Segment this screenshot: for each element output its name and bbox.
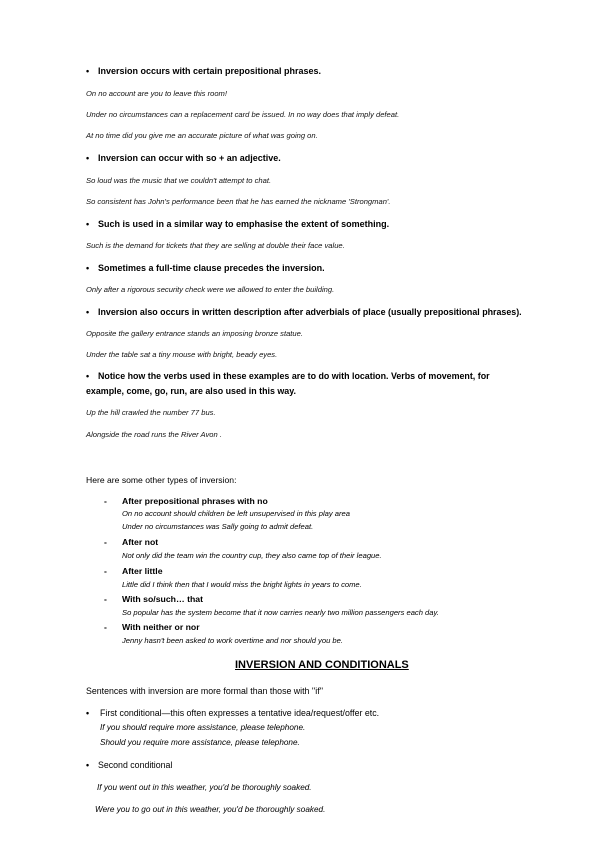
- example-line: At no time did you give me an accurate picture of what was going on.: [86, 131, 318, 140]
- bullet-dot-icon: •: [86, 760, 90, 770]
- bullet-item-first-conditional: [86, 708, 379, 718]
- bullet-text: Such is used in a similar way to emphasise the extent of something.: [98, 219, 390, 229]
- dash-icon: -: [104, 537, 107, 547]
- example-line: So consistent has John's performance been that he has earned the nickname 'Strongman'.: [86, 197, 391, 206]
- example-line: So popular has the system become that it now carries nearly two million passengers each day.: [122, 608, 439, 617]
- list-item-prepositional-no: [104, 496, 268, 506]
- list-item-title: After little: [122, 566, 163, 576]
- bullet-item-verbs-of-movement: [86, 371, 490, 381]
- bullet-dot-icon: •: [86, 708, 90, 718]
- example-line: Were you to go out in this weather, you'd be thoroughly soaked.: [95, 805, 326, 814]
- example-line: On no account are you to leave this room!: [86, 89, 227, 98]
- bullet-text: Notice how the verbs used in these examples are to do with location. Verbs of movement, for: [98, 371, 490, 381]
- list-item-after-little: [104, 566, 163, 576]
- list-item-so-such-that: [104, 594, 203, 604]
- bullet-dot-icon: •: [86, 153, 90, 163]
- example-line: Should you require more assistance, please telephone.: [100, 738, 300, 747]
- list-item-title: With neither or nor: [122, 622, 200, 632]
- dash-icon: -: [104, 594, 107, 604]
- dash-icon: -: [104, 622, 107, 632]
- bullet-dot-icon: •: [86, 371, 90, 381]
- example-line: If you went out in this weather, you'd be thoroughly soaked.: [97, 783, 312, 792]
- bullet-item-such: [86, 219, 389, 229]
- example-line: Under no circumstances can a replacement card be issued. In no way does that imply defeat.: [86, 110, 400, 119]
- bullet-item-adverbials-of-place: [86, 307, 522, 317]
- bullet-text: Second conditional: [98, 760, 173, 770]
- list-item-title: After not: [122, 537, 159, 547]
- section-heading: INVERSION AND CONDITIONALS: [235, 659, 409, 671]
- example-line: Opposite the gallery entrance stands an imposing bronze statue.: [86, 329, 303, 338]
- example-line: Little did I think then that I would miss the bright lights in years to come.: [122, 580, 362, 589]
- example-line: If you should require more assistance, please telephone.: [100, 723, 306, 732]
- bullet-item-prepositional-phrases: [86, 66, 321, 76]
- list-item-title: After prepositional phrases with no: [122, 496, 268, 506]
- example-line: Such is the demand for tickets that they are selling at double their face value.: [86, 241, 345, 250]
- bullet-dot-icon: •: [86, 219, 90, 229]
- bullet-dot-icon: •: [86, 66, 90, 76]
- example-line: Only after a rigorous security check were we allowed to enter the building.: [86, 285, 335, 294]
- bullet-dot-icon: •: [86, 307, 90, 317]
- bullet-item-second-conditional: [86, 760, 172, 770]
- bullet-text: Inversion can occur with so + an adjective.: [98, 153, 281, 163]
- section-intro: Here are some other types of inversion:: [86, 475, 237, 485]
- example-line: Under the table sat a tiny mouse with bright, beady eyes.: [86, 350, 278, 359]
- example-line: On no account should children be left unsupervised in this play area: [122, 509, 350, 518]
- example-line: Not only did the team win the country cup, they also came top of their league.: [122, 551, 382, 560]
- bullet-item-time-clause: [86, 263, 325, 273]
- list-item-title: With so/such… that: [122, 594, 204, 604]
- dash-icon: -: [104, 496, 107, 506]
- example-line: Alongside the road runs the River Avon .: [86, 430, 222, 439]
- bullet-text: Inversion occurs with certain prepositional phrases.: [98, 66, 322, 76]
- example-line: Up the hill crawled the number 77 bus.: [86, 408, 216, 417]
- list-item-neither-nor: [104, 622, 200, 632]
- list-item-after-not: [104, 537, 158, 547]
- bullet-text: First conditional—this often expresses a tentative idea/request/offer etc.: [100, 708, 380, 718]
- bullet-text: Inversion also occurs in written description after adverbials of place (usually prepositional phrases).: [98, 307, 522, 317]
- bullet-text: Sometimes a full-time clause precedes the inversion.: [98, 263, 325, 273]
- example-line: So loud was the music that we couldn't attempt to chat.: [86, 176, 272, 185]
- bullet-item-so-adjective: [86, 153, 281, 163]
- example-line: Under no circumstances was Sally going to admit defeat.: [122, 522, 314, 531]
- bullet-dot-icon: •: [86, 263, 90, 273]
- section-intro: Sentences with inversion are more formal than those with ''if'': [86, 686, 324, 696]
- bullet-text-continuation: example, come, go, run, are also used in this way.: [86, 386, 296, 396]
- dash-icon: -: [104, 566, 107, 576]
- example-line: Jenny hasn't been asked to work overtime and nor should you be.: [122, 636, 343, 645]
